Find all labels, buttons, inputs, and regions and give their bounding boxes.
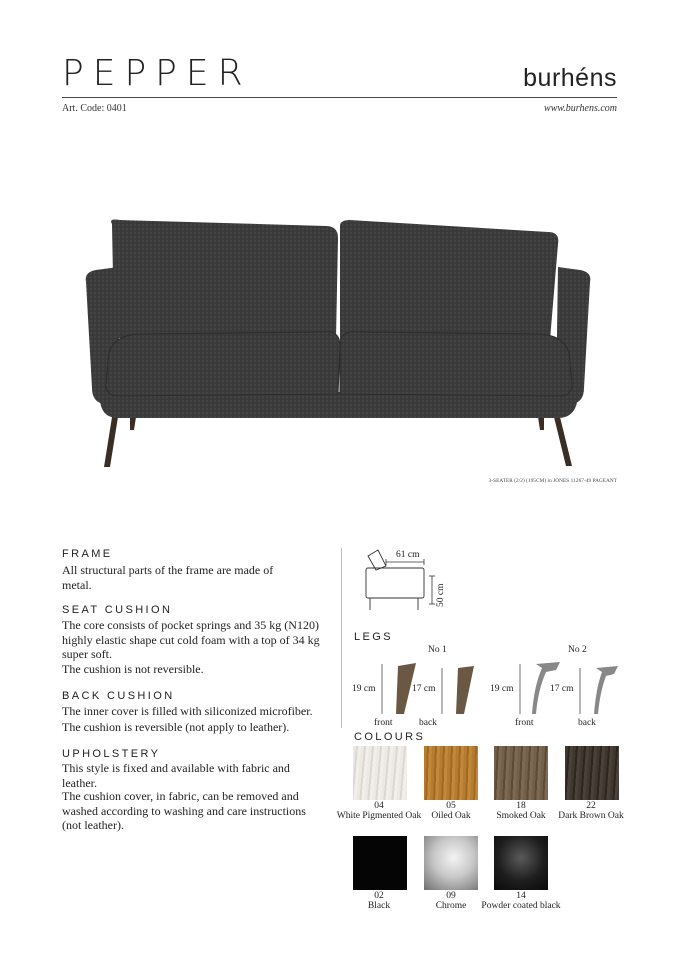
upholstery-text: This style is fixed and available with fabric and leather. [62,761,290,790]
swatch-name: Oiled Oak [431,811,471,821]
swatch-oiled-oak [424,746,478,800]
swatch-item[interactable] [353,746,407,800]
upholstery-heading: UPHOLSTERY [62,748,161,760]
upholstery-note: The cushion cover, in fabric, can be removed and washed according to washing and care instructions (not leather). [62,789,306,832]
brand-logo: burhéns [523,64,617,92]
swatch-item[interactable] [424,836,478,890]
seat-cushion-text: The core consists of pocket springs and 35 kg (N120) highly elastic shape cut cold foam with a top of 34 kg super soft. [62,618,320,661]
swatch-name: Chrome [435,901,467,911]
swatch-code: 02 [374,891,384,901]
website-link[interactable]: www.burhens.com [544,103,617,114]
colours-heading: COLOURS [354,731,426,743]
swatch-black [353,836,407,890]
back-cushion-heading: BACK CUSHION [62,690,175,702]
swatch-code: 09 [446,891,456,901]
swatch-code: 14 [516,891,526,901]
back-cushion-note: The cushion is reversible (not apply to leather). [62,720,290,734]
swatch-code: 22 [586,801,596,811]
frame-heading: FRAME [62,548,113,560]
swatch-name: White Pigmented Oak [336,811,422,821]
leg1-back-label: back [419,718,437,728]
sofa-photo [78,212,598,472]
column-divider [341,548,342,728]
swatch-code: 04 [374,801,384,811]
back-cushion-text: The inner cover is filled with siliconized microfiber. [62,704,313,718]
swatch-item[interactable] [353,836,407,890]
legs-illustration [378,660,628,718]
height-label: 50 cm [436,583,446,607]
header-rule [62,97,617,98]
swatch-item[interactable] [494,836,548,890]
leg1-back-height: 17 cm [412,684,436,694]
seat-cushion-note: The cushion is not reversible. [62,662,204,676]
swatch-chrome [424,836,478,890]
swatch-item[interactable] [565,746,619,800]
swatch-white-pigmented-oak [353,746,407,800]
swatch-code: 18 [516,801,526,811]
leg2-front-label: front [515,718,534,728]
leg2-back-label: back [578,718,596,728]
photo-caption: 3-SEATER (2/2) (195CM) in JONES 11267-49 PAGEANT [488,478,617,484]
seat-cushion-heading: SEAT CUSHION [62,604,173,616]
frame-text: All structural parts of the frame are made of metal. [62,563,274,592]
swatch-name: Smoked Oak [496,811,546,821]
swatch-powder-coated-black [494,836,548,890]
leg2-front-height: 19 cm [490,684,514,694]
legs-heading: LEGS [354,631,393,643]
swatch-code: 05 [446,801,456,811]
swatch-item[interactable] [494,746,548,800]
legs-no2-label: No 2 [568,645,587,655]
swatch-item[interactable] [424,746,478,800]
leg2-back-height: 17 cm [550,684,574,694]
legs-no1-label: No 1 [428,645,447,655]
swatch-smoked-oak [494,746,548,800]
swatch-name: Black [367,901,391,911]
leg1-front-label: front [374,718,393,728]
swatch-name: Dark Brown Oak [558,811,624,821]
leg1-front-height: 19 cm [352,684,376,694]
art-code: Art. Code: 0401 [62,103,127,114]
swatch-dark-brown-oak [565,746,619,800]
swatch-name: Powder coated black [481,901,561,911]
page-title: PEPPER [62,53,252,94]
depth-label: 61 cm [396,550,420,560]
